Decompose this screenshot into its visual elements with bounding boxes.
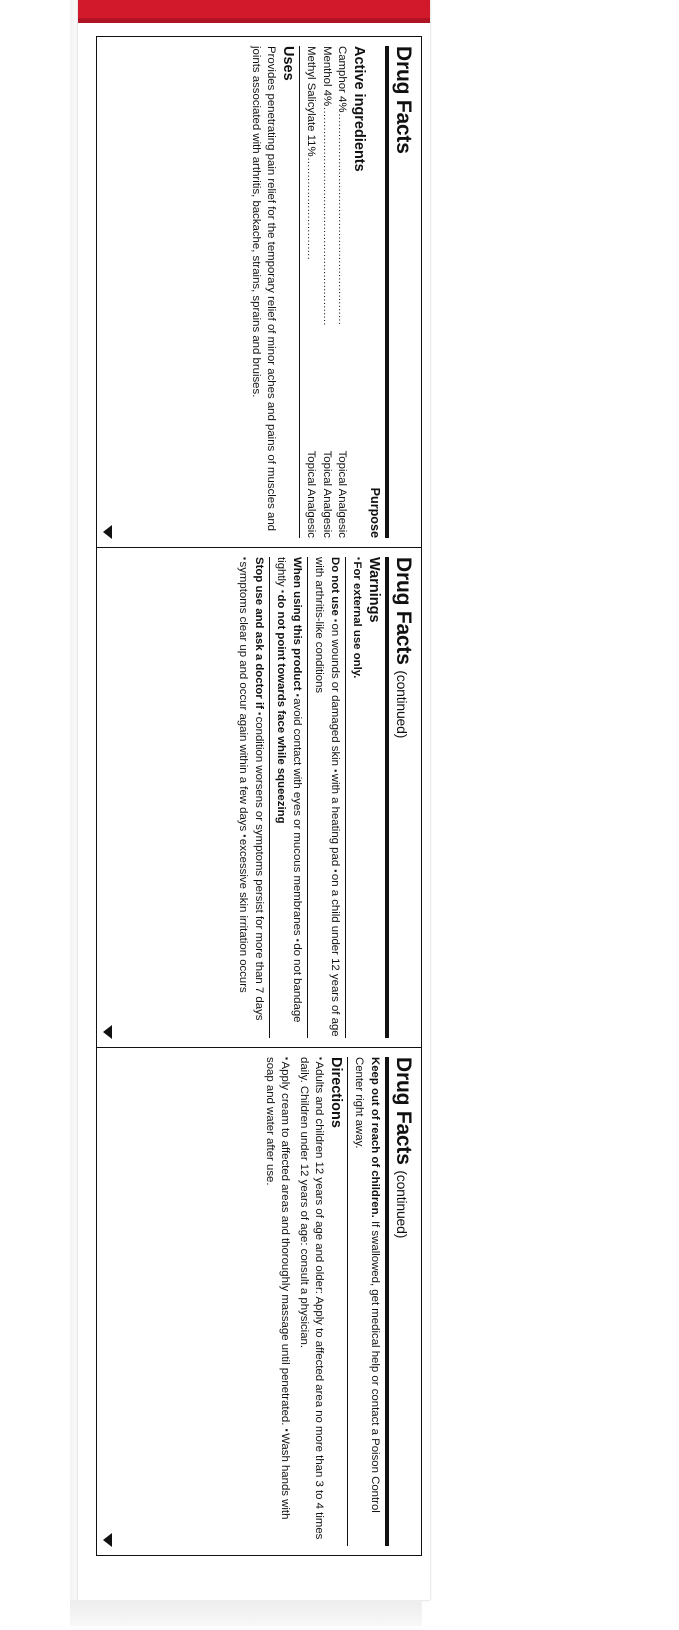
panel2-rule-top (385, 557, 389, 1038)
package-bottom-edge (70, 1600, 422, 1626)
external-use-line (349, 557, 365, 1038)
bullet-square-icon: ▪ (353, 557, 364, 561)
directions-title: Directions (327, 1057, 344, 1128)
keep-out-of-reach-block (351, 1057, 382, 1546)
uses-text: Provides penetrating pain relief for the temporary relief of minor aches and pains of muscles and joints associated with arthritis, backache, strains, sprains and bruises. (249, 46, 278, 531)
do-not-use-item: on a child under 12 years of age with arthritis-like conditions (313, 557, 341, 1037)
stop-use-label: Stop use and ask a doctor if (252, 557, 265, 709)
when-using-item: do not bandage tightly (275, 557, 303, 1023)
panel2-rule-2 (307, 557, 308, 1038)
external-use-text: For external use only. (351, 561, 364, 679)
bullet-square-icon: ▪ (277, 589, 288, 593)
panel2-title-text: Drug Facts (392, 557, 415, 665)
bullet-square-icon: ▪ (331, 869, 342, 873)
ingredient-purpose: Topical Analgesic (305, 450, 318, 538)
bullet-square-icon: ▪ (293, 938, 304, 942)
package-red-band-shadow (78, 18, 430, 23)
directions-item: Adults and children 12 years of age and older: Apply to affected area no more than 3 to 4 times daily. Children under 12 years of age: consult a physician. (297, 1057, 326, 1540)
stop-use-block (235, 557, 266, 1038)
stop-use-item: excessive skin irritation occurs (237, 838, 250, 993)
drug-facts-panel-2 (96, 548, 422, 1048)
product-package (70, 0, 430, 1630)
purpose-column-header: Purpose (367, 487, 382, 538)
bullet-square-icon: ▪ (331, 769, 342, 773)
active-ingredient-row (303, 46, 318, 538)
directions-item: Apply cream to affected areas and thoroughly massage until penetrated. (279, 1061, 292, 1426)
when-using-block (273, 557, 304, 1038)
continued-triangle-icon (103, 525, 112, 539)
keep-out-of-reach-text: If swallowed, get medical help or contact a Poison Control Center right away. (353, 1057, 381, 1513)
ingredient-leader-dots: .............................................................. (336, 113, 349, 326)
panel3-rule-top (385, 1057, 389, 1546)
bullet-square-icon: ▪ (255, 712, 266, 716)
ingredient-purpose: Topical Analgesic (336, 450, 349, 538)
directions-item: Wash hands with soap and water after use. (263, 1057, 292, 1520)
active-ingredient-row (334, 46, 349, 538)
bullet-square-icon: ▪ (281, 1428, 292, 1432)
ingredient-leader-dots: .............................. (305, 157, 318, 261)
bullet-square-icon: ▪ (281, 1057, 292, 1061)
do-not-use-item: on wounds or damaged skin (328, 623, 341, 767)
when-using-item-bold: do not point towards face while squeezing (275, 594, 288, 824)
panel2-title (392, 557, 414, 1038)
ingredient-leader-dots: ................................................................ (320, 107, 333, 326)
panel3-title (392, 1057, 414, 1546)
do-not-use-label: Do not use (328, 557, 341, 616)
do-not-use-item: with a heating pad (328, 773, 341, 867)
directions-block (295, 1057, 326, 1546)
bullet-square-icon: ▪ (293, 693, 304, 697)
panel2-rule-1 (345, 557, 346, 1038)
when-using-label: When using this product (290, 557, 303, 691)
bullet-square-icon: ▪ (239, 834, 250, 838)
ingredient-name: Menthol 4% (320, 46, 333, 107)
bullet-square-icon: ▪ (239, 557, 250, 561)
active-ingredients-title: Active ingredients (350, 46, 367, 172)
panel2-rule-3 (269, 557, 270, 1038)
ingredient-purpose: Topical Analgesic (320, 450, 333, 538)
drug-facts-panel-3 (96, 1048, 422, 1556)
stop-use-item: condition worsens or symptoms persist for more than 7 days (252, 716, 265, 1021)
when-using-item: avoid contact with eyes or mucous membranes (290, 698, 303, 936)
continued-triangle-icon (103, 1533, 112, 1547)
panel3-rule-1 (347, 1057, 348, 1546)
panel1-rule-top (385, 46, 389, 538)
directions-block (261, 1057, 292, 1546)
warnings-title: Warnings (365, 557, 382, 623)
panel3-continued-label: (continued) (394, 1170, 410, 1239)
ingredient-name: Methyl Salicylate 11% (305, 46, 318, 157)
stop-use-item: symptoms clear up and occur again within a few days (237, 561, 250, 832)
keep-out-of-reach-label: Keep out of reach of children. (368, 1057, 381, 1218)
active-ingredient-row (319, 46, 334, 538)
panel1-rule-uses (299, 46, 300, 538)
panel1-title: Drug Facts (392, 46, 415, 154)
ingredient-name: Camphor 4% (336, 46, 349, 113)
bullet-square-icon: ▪ (315, 1057, 326, 1061)
bullet-square-icon: ▪ (331, 619, 342, 623)
drug-facts-panel-1 (96, 36, 422, 548)
uses-title: Uses (280, 46, 297, 81)
drug-facts-rotated-group (96, 36, 422, 1556)
continued-triangle-icon (103, 1025, 112, 1039)
do-not-use-block (311, 557, 342, 1038)
panel2-continued-label: (continued) (394, 670, 410, 739)
panel3-title-text: Drug Facts (392, 1057, 415, 1165)
